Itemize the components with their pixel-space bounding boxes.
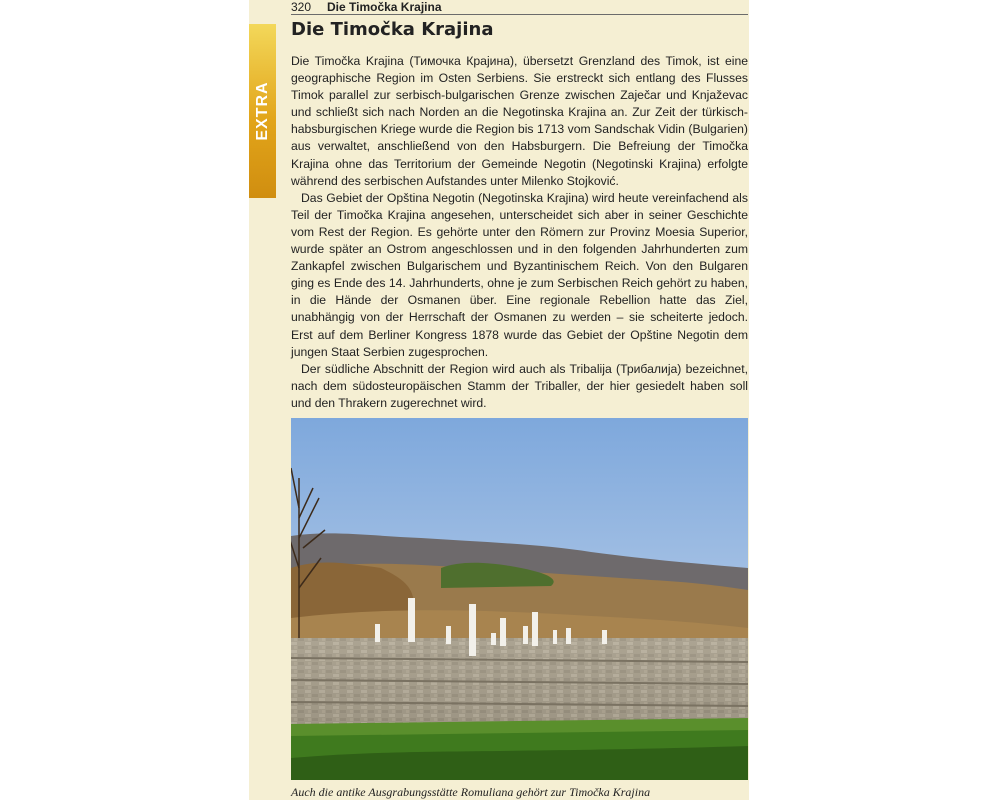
running-header [291,0,748,15]
page-number: 320 [291,0,312,14]
extra-side-tab [249,24,276,198]
running-title: Die Timočka Krajina [327,0,442,14]
paragraph-3: Der südliche Abschnitt der Region wird auch als Tribalija (Трибалија) bezeichnet, nach dem südosteuropäischen Stamm der Triballer, der hier gesiedelt haben soll und den Thrakern zugerechnet wird. [291,361,748,410]
article-body [291,53,748,412]
photo-caption: Auch die antike Ausgrabungsstätte Romuliana gehört zur Timočka Krajina [291,785,651,799]
romuliana-photo [291,418,748,780]
article-title: Die Timočka Krajina [291,19,494,40]
extra-tab-label: EXTRA [253,81,271,141]
paragraph-2: Das Gebiet der Opština Negotin (Negotinska Krajina) wird heute vereinfachend als Teil der Timočka Krajina angesehen, unterscheidet sich aber in seiner Geschichte vom Rest der Region. Es gehörte unter den Römern zur Provinz Moesia Superior, wurde später an Ostrom angeschlossen und in den folgenden Jahrhunderten zum Zankapfel zwischen Bulgarischem und Byzantinischem Reich. Von den Bulgaren ging es Ende des 14. Jahrhunderts, ohne je zum Serbischen Reich gehört zu haben, in die Hände der Osmanen über. Eine regionale Rebellion hatte das Ziel, unabhängig von der Herrschaft der Osmanen zu werden – sie scheiterte jedoch. Erst auf dem Berliner Kongress 1878 wurde das Gebiet der Opštine Negotin dem jungen Staat Serbien zugesprochen. [291,190,748,359]
paragraph-1: Die Timočka Krajina (Тимочка Крајина), übersetzt Grenzland des Timok, ist eine geographische Region im Osten Serbiens. Sie erstreckt sich entlang des Flusses Timok parallel zur serbisch-bulgarischen Grenze zwischen Zaječar und Knjaževac und schließt sich nach Norden an die Negotinska Krajina an. Zur Zeit der türkisch-habsburgischen Kriege wurde die Region bis 1713 vom Sandschak Vidin (Bulgarien) aus verwaltet, anschließend von den Habsburgern. Die Befreiung der Timočka Krajina ohne das Territorium der Gemeinde Negotin (Negotinski Krajina) erfolgte während des serbischen Aufstandes unter Milenko Stojković. [291,54,748,188]
